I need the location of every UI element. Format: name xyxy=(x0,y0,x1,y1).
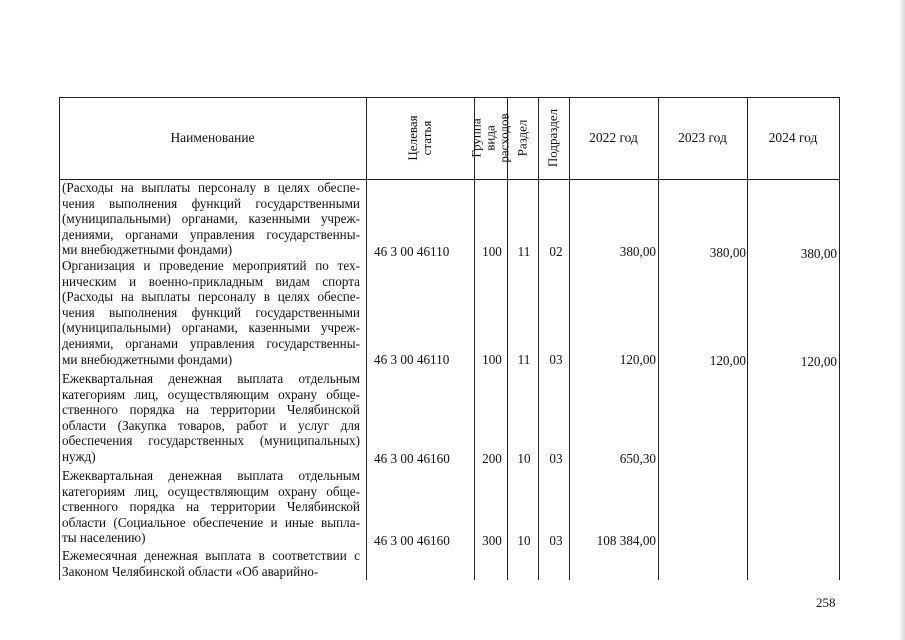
row-1-podrazdel: 02 xyxy=(549,244,563,259)
header-section-text: Раздел xyxy=(514,119,530,157)
header-year-2022-text: 2022 год xyxy=(589,130,638,145)
row-3-podrazdel: 03 xyxy=(549,451,563,466)
row-4-name xyxy=(62,468,360,546)
row-4-code: 46 3 00 46160 xyxy=(374,533,450,548)
header-section xyxy=(507,97,538,179)
name-line: дениями, органами управления государственны- xyxy=(62,335,360,351)
page-number: 258 xyxy=(816,595,836,610)
row-1-code: 46 3 00 46110 xyxy=(374,244,450,259)
row-4-podrazdel: 03 xyxy=(549,533,563,548)
header-target-text: Целевая статья xyxy=(405,115,434,161)
row-1-razdel: 11 xyxy=(517,244,531,259)
row-4-vid: 300 xyxy=(482,533,502,548)
name-line: чения выполнения функций государственными xyxy=(62,304,360,320)
header-subsection xyxy=(538,97,569,179)
name-line: обеспечения государственных (муниципальных) xyxy=(62,433,360,449)
name-line: (Расходы на выплаты персоналу в целях обеспе- xyxy=(62,289,360,305)
row-3-vid: 200 xyxy=(482,451,502,466)
name-line: ты населению) xyxy=(62,530,146,546)
name-line: дениями, органами управления государственны- xyxy=(62,226,360,242)
name-line: Организация и проведение мероприятий по тех- xyxy=(62,258,360,273)
name-line: чения выполнения функций государственными xyxy=(62,195,360,211)
header-name xyxy=(59,97,366,179)
row-2-2024: 120,00 xyxy=(800,354,837,369)
row-2-2022: 120,00 xyxy=(619,352,656,367)
header-year-2024-text: 2024 год xyxy=(768,130,818,145)
budget-table xyxy=(59,97,840,580)
row-3-code: 46 3 00 46160 xyxy=(374,451,450,466)
header-name-text: Наименование xyxy=(170,130,255,145)
name-line: Законом Челябинской области «Об аварийно- xyxy=(62,563,319,579)
name-line: ственного порядка на территории Челябинской xyxy=(62,402,360,418)
row-2-podrazdel: 03 xyxy=(549,352,563,367)
row-1-2024: 380,00 xyxy=(800,246,837,261)
header-year-2023 xyxy=(658,97,747,179)
name-line: нужд) xyxy=(62,448,96,464)
name-line: (муниципальными) органами, казенными учреж- xyxy=(62,211,360,227)
header-year-2023-text: 2023 год xyxy=(678,130,727,145)
name-line: ми внебюджетными фондами) xyxy=(62,242,233,258)
name-line: ми внебюджетными фондами) xyxy=(62,351,233,367)
row-3-2022: 650,30 xyxy=(619,451,656,466)
row-2-vid: 100 xyxy=(482,352,502,367)
row-2-code: 46 3 00 46110 xyxy=(374,352,450,367)
header-year-2024 xyxy=(747,97,839,179)
name-line: Ежеквартальная денежная выплата отдельным xyxy=(62,371,360,386)
row-2-name xyxy=(62,258,360,367)
name-line: ственного порядка на территории Челябинской xyxy=(62,499,360,515)
col-border xyxy=(839,97,840,580)
row-4-razdel: 10 xyxy=(517,533,531,548)
name-line: ническим и военно-прикладным видам спорта xyxy=(62,273,360,289)
row-1-2022: 380,00 xyxy=(619,244,656,259)
row-1-name xyxy=(62,180,360,258)
row-2-razdel: 11 xyxy=(517,352,531,367)
row-1-2023: 380,00 xyxy=(709,245,746,260)
row-5-name xyxy=(62,548,360,579)
row-2-2023: 120,00 xyxy=(709,353,746,368)
name-line: (муниципальными) органами, казенными учреж- xyxy=(62,320,360,336)
name-line: категориям лиц, осуществляющим охрану обще- xyxy=(62,483,360,499)
name-line: Ежеквартальная денежная выплата отдельным xyxy=(62,468,360,483)
name-line: области (Социальное обеспечение и иные выпла- xyxy=(62,514,360,530)
row-1-vid: 100 xyxy=(482,244,502,259)
header-subsection-text: Подраздел xyxy=(545,108,561,168)
row-3-name xyxy=(62,371,360,465)
name-line: области (Закупка товаров, работ и услуг для xyxy=(62,417,360,433)
name-line: Ежемесячная денежная выплата в соответствии с xyxy=(62,548,360,563)
header-expense-group-text: Группа вида расходов xyxy=(468,113,512,163)
header-target xyxy=(366,97,474,179)
header-year-2022 xyxy=(569,97,658,179)
row-3-razdel: 10 xyxy=(517,451,531,466)
header-expense-group xyxy=(468,97,512,179)
name-line: (Расходы на выплаты персоналу в целях обеспе- xyxy=(62,180,360,195)
name-line: категориям лиц, осуществляющим охрану обще- xyxy=(62,386,360,402)
scan-edge xyxy=(899,0,905,640)
row-4-2022: 108 384,00 xyxy=(596,533,656,548)
